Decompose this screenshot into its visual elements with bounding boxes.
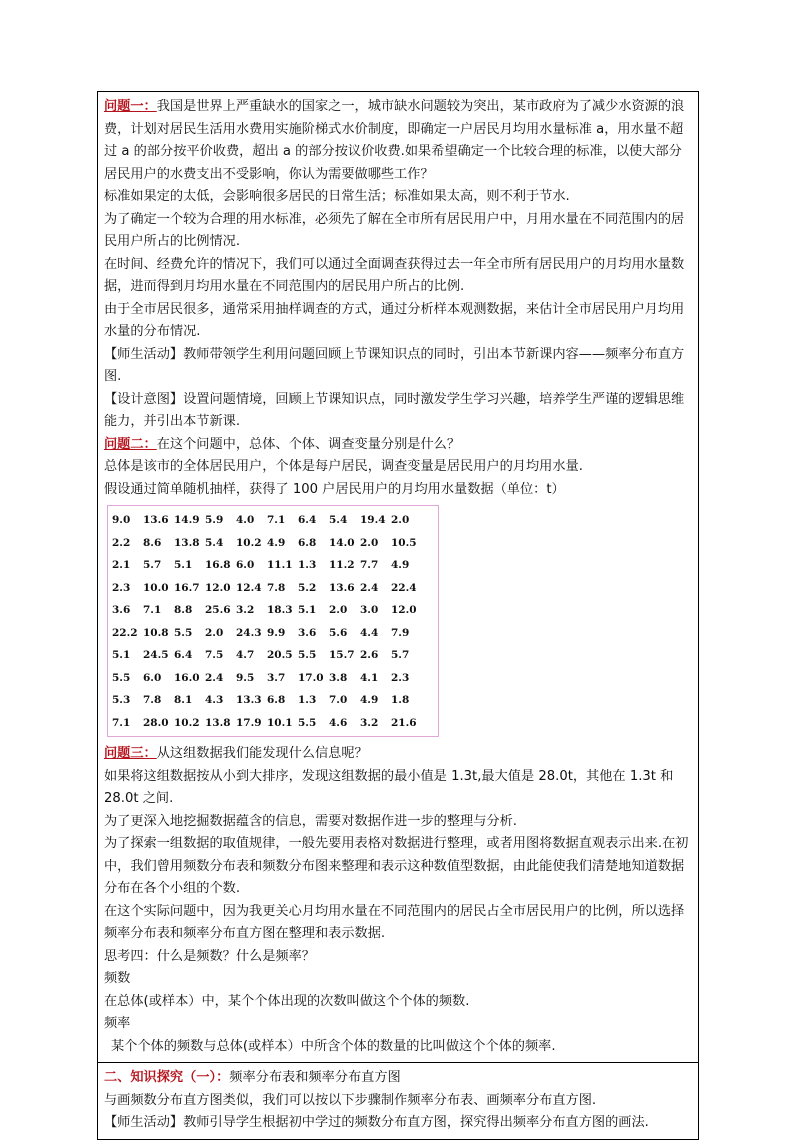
data-cell: 2.3 [391,671,410,684]
data-cell: 10.1 [267,716,293,729]
data-cell: 16.0 [174,671,200,684]
data-cell: 13.8 [174,536,200,549]
data-cell: 3.8 [329,671,348,684]
q2-p1: 总体是该市的全体居民用户，个体是每户居民，调查变量是居民用户的月均用水量. [104,459,583,474]
data-cell: 4.3 [205,694,224,706]
q1-p5: 【师生活动】教师带领学生利用问题回顾上节课知识点的同时，引出本节新课内容——频率分布直方图. [104,346,685,384]
q2-paragraph [104,434,692,457]
data-cell: 5.2 [298,581,317,594]
data-cell: 6.8 [298,536,317,549]
data-cell: 24.3 [236,626,262,639]
water-usage-data-table [112,509,422,734]
data-row [112,577,422,600]
q3-p2: 为了更深入地挖掘数据蕴含的信息，需要对数据作进一步的整理与分析. [104,813,518,829]
data-cell: 5.5 [298,716,317,729]
q2-text: 在这个问题中，总体、个体、调查变量分别是什么？ [156,436,461,452]
q3-text: 从这组数据我们能发现什么信息呢？ [156,746,368,761]
data-cell: 17.0 [298,671,324,684]
data-cell: 4.9 [391,559,410,571]
main-cell [98,92,698,1062]
data-cell: 5.4 [205,536,224,549]
data-cell: 7.1 [112,716,131,729]
data-cell: 15.7 [329,649,355,661]
data-cell: 5.5 [298,649,317,661]
data-cell: 4.9 [360,694,379,706]
data-cell: 2.2 [112,536,131,549]
data-cell: 2.3 [112,581,131,594]
data-row [112,622,422,645]
lesson-page [97,91,699,1140]
q2-label: 问题二： [104,436,157,452]
q3-p6: 频数 [104,971,131,986]
data-cell: 28.0 [143,716,169,729]
data-cell: 7.0 [329,694,348,706]
q2-p2: 假设通过简单随机抽样，获得了 100 户居民用户的月均用水量数据（单位：t） [104,481,565,497]
data-cell: 2.0 [329,604,348,616]
data-cell: 5.7 [391,649,410,661]
q3-label: 问题三： [104,746,157,761]
data-cell: 2.0 [205,626,224,639]
q3-p4: 在这个实际问题中，因为我更关心月均用水量在不同范围内的居民占全市居民用户的比例，所以选择频率分布表和频率分布直方图在整理和表示数据. [104,903,685,941]
data-cell: 13.3 [236,694,262,706]
q3-p5: 思考四：什么是频数？什么是频率？ [104,948,315,964]
data-cell: 11.2 [329,559,355,571]
data-cell: 9.9 [267,626,286,639]
data-cell: 22.4 [391,581,417,594]
data-cell: 1.3 [298,559,317,571]
q3-p3: 为了探索一组数据的取值规律，一般先要用表格对数据进行整理，或者用图将数据直观表示出来.在初中，我们曾用频数分布表和频数分布图来整理和表示这种数值型数据，由此能使我们清楚地知道数据分布在各个小组的个数. [104,836,689,896]
data-cell: 13.8 [205,716,231,729]
data-cell: 4.9 [267,536,286,549]
section2-label: 二、知识探究（一）： [104,1070,230,1085]
data-cell: 16.8 [205,559,231,571]
data-cell: 3.2 [360,716,379,729]
data-cell: 5.1 [298,604,317,616]
data-cell: 5.5 [174,626,193,639]
data-cell: 5.1 [174,559,193,571]
data-cell: 1.3 [298,694,317,706]
q1-text: 我国是世界上严重缺水的国家之一，城市缺水问题较为突出，某市政府为了减少水资源的浪费，计划对居民生活用水费用实施阶梯式水价制度，即确定一户居民月均用水量标准 a，用水量不超过 a 的部分按平价收费，超出 a 的部分按议价收费.如果希望确定一个比较合理的标准，以使大部分居民用户的水费支出不受影响，你认为需要做哪些工作？ [104,99,685,182]
data-row [112,644,422,667]
data-cell: 2.1 [112,559,131,571]
data-cell: 4.4 [360,626,379,639]
data-row [112,712,422,735]
data-cell: 18.3 [267,604,293,616]
data-cell: 3.7 [267,671,286,684]
data-cell: 7.7 [360,559,379,571]
data-cell: 25.6 [205,604,231,616]
data-cell: 8.8 [174,604,193,616]
lesson-table [97,91,699,1140]
data-cell: 6.4 [174,649,193,661]
data-cell: 5.9 [205,514,224,526]
data-cell: 24.5 [143,649,169,661]
data-cell: 3.6 [298,626,317,639]
data-cell: 2.0 [360,536,379,549]
data-cell: 6.0 [236,559,255,571]
q1-p6: 【设计意图】设置问题情境，回顾上节课知识点，同时激发学生学习兴趣，培养学生严谨的逻辑思维能力，并引出本节新课. [104,391,685,429]
data-cell: 14.9 [174,514,200,526]
data-cell: 12.0 [205,581,231,594]
data-cell: 22.2 [112,626,138,639]
data-cell: 7.8 [267,581,286,594]
data-cell: 4.0 [236,514,255,526]
data-cell: 14.0 [329,536,355,549]
data-cell: 19.4 [360,514,386,526]
q1-paragraph [104,96,692,186]
data-cell: 13.6 [143,514,169,526]
data-cell: 10.0 [143,581,169,594]
data-cell: 7.1 [143,604,162,616]
data-cell: 2.4 [360,581,379,594]
data-row [112,667,422,690]
q3-p1: 如果将这组数据按从小到大排序，发现这组数据的最小值是 1.3t,最大值是 28.0t，其他在 1.3t 和 28.0t 之间. [104,768,674,806]
data-cell: 6.0 [143,671,162,684]
data-cell: 3.2 [236,604,255,616]
section2-cell [98,1062,698,1139]
data-cell: 5.3 [112,694,131,706]
data-cell: 10.5 [391,536,417,549]
data-cell: 16.7 [174,581,200,594]
data-row [112,509,422,532]
data-cell: 6.4 [298,514,317,526]
data-cell: 4.7 [236,649,255,661]
data-row [112,599,422,622]
data-cell: 5.6 [329,626,348,639]
data-cell: 5.7 [143,559,162,571]
data-cell: 4.6 [329,716,348,729]
q1-p4: 由于全市居民很多，通常采用抽样调查的方式，通过分析样本观测数据，来估计全市居民用户月均用水量的分布情况. [104,301,685,339]
data-cell: 12.4 [236,581,262,594]
data-cell: 5.4 [329,514,348,526]
data-cell: 2.0 [391,514,410,526]
section2-heading [104,1067,692,1090]
section2-text: 频率分布表和频率分布直方图 [229,1070,401,1085]
data-cell: 10.2 [236,536,262,549]
data-cell: 7.5 [205,649,224,661]
q3-p7: 在总体(或样本）中，某个个体出现的次数叫做这个个体的频数. [104,993,470,1009]
data-cell: 3.0 [360,604,379,616]
data-cell: 10.2 [174,716,200,729]
q3-p8: 频率 [104,1016,131,1031]
q3-p9: 某个个体的频数与总体(或样本）中所含个体的数量的比叫做这个个体的频率. [111,1038,556,1054]
data-cell: 9.0 [112,514,131,526]
q3-paragraph [104,743,692,766]
data-cell: 21.6 [391,716,417,729]
data-cell: 20.5 [267,649,293,661]
q1-p2: 为了确定一个较为合理的用水标准，必须先了解在全市所有居民用户中，月用水量在不同范围内的居民用户所占的比例情况. [104,211,685,249]
q1-p3: 在时间、经费允许的情况下，我们可以通过全面调查获得过去一年全市所有居民用户的月均用水量数据，进而得到月均用水量在不同范围内的居民用户所占的比例. [104,256,685,294]
data-cell: 13.6 [329,581,355,594]
data-row [112,554,422,577]
data-cell: 11.1 [267,559,293,571]
data-cell: 2.6 [360,649,379,661]
q1-p1: 标准如果定的太低，会影响很多居民的日常生活；标准如果太高，则不利于节水. [104,189,570,204]
data-cell: 5.1 [112,649,131,661]
data-cell: 8.1 [174,694,193,706]
data-cell: 7.8 [143,694,162,706]
data-row [112,532,422,555]
water-usage-data-box [107,505,439,737]
data-cell: 1.8 [391,694,410,706]
q1-label: 问题一： [104,99,157,114]
section2-p2: 【师生活动】教师引导学生根据初中学过的频数分布直方图，探究得出频率分布直方图的画法. [104,1115,649,1130]
data-cell: 5.5 [112,671,131,684]
data-cell: 4.1 [360,671,379,684]
data-cell: 6.8 [267,694,286,706]
data-cell: 3.6 [112,604,131,616]
data-cell: 10.8 [143,626,169,639]
data-cell: 9.5 [236,671,255,684]
data-cell: 8.6 [143,536,162,549]
section2-p1: 与画频数分布直方图类似，我们可以按以下步骤制作频率分布表、画频率分布直方图. [104,1092,597,1108]
data-row [112,689,422,712]
data-cell: 7.1 [267,514,286,526]
data-cell: 7.9 [391,626,410,639]
data-cell: 2.4 [205,671,224,684]
data-cell: 12.0 [391,604,417,616]
data-cell: 17.9 [236,716,262,729]
